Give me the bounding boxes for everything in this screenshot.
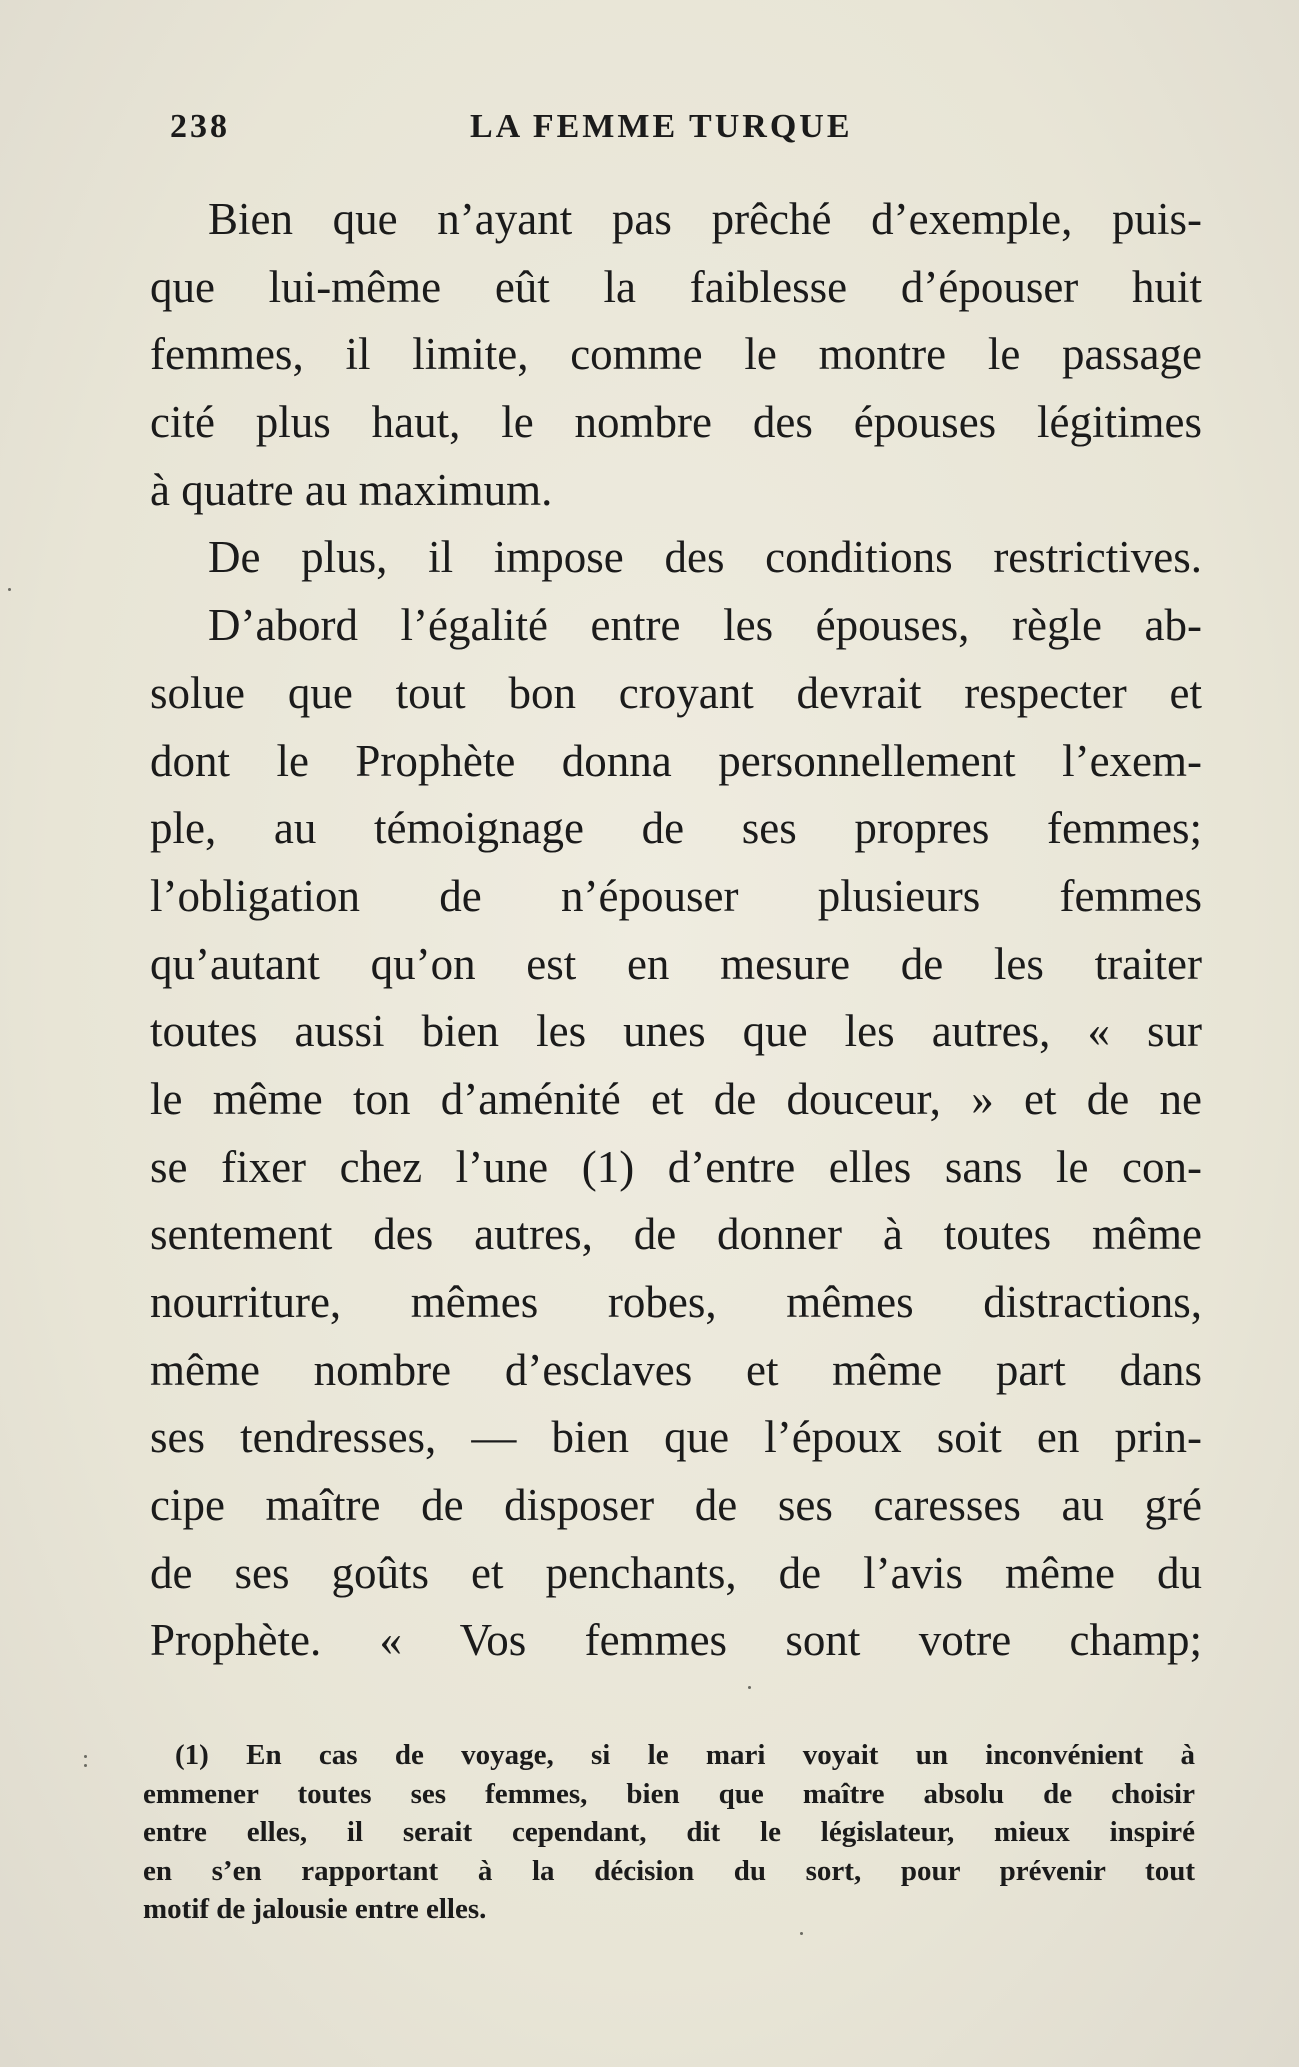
text-line: cité plus haut, le nombre des épouses légitimes bbox=[150, 397, 1202, 448]
text-line: de ses goûts et penchants, de l’avis même du bbox=[150, 1547, 1202, 1598]
footnote-line: en s’en rapportant à la décision du sort, pour prévenir tout bbox=[143, 1854, 1195, 1887]
page-number: 238 bbox=[170, 108, 230, 145]
text-line: De plus, il impose des conditions restrictives. bbox=[208, 532, 1202, 583]
text-line: solue que tout bon croyant devrait respecter et bbox=[150, 667, 1202, 718]
text-line: ses tendresses, — bien que l’époux soit en prin- bbox=[150, 1412, 1202, 1463]
text-line: nourriture, mêmes robes, mêmes distractions, bbox=[150, 1277, 1202, 1327]
running-title: LA FEMME TURQUE bbox=[470, 108, 853, 145]
footnote-line: motif de jalousie entre elles. bbox=[143, 1893, 487, 1925]
text-line: le même ton d’aménité et de douceur, » et de ne bbox=[150, 1073, 1202, 1124]
text-line: même nombre d’esclaves et même part dans bbox=[150, 1344, 1202, 1395]
text-line: à quatre au maximum. bbox=[150, 464, 553, 515]
running-head bbox=[170, 108, 910, 154]
text-line: qu’autant qu’on est en mesure de les traiter bbox=[150, 938, 1202, 989]
text-line: sentement des autres, de donner à toutes même bbox=[150, 1209, 1202, 1260]
text-line: que lui-même eût la faiblesse d’épouser huit bbox=[150, 261, 1202, 312]
footnote-line: (1) En cas de voyage, si le mari voyait un inconvénient à bbox=[175, 1739, 1195, 1771]
text-line: Bien que n’ayant pas prêché d’exemple, puis- bbox=[208, 194, 1202, 244]
body-text bbox=[150, 186, 1202, 1675]
text-line: cipe maître de disposer de ses caresses au gré bbox=[150, 1480, 1202, 1531]
footnote-line: entre elles, il serait cependant, dit le législateur, mieux inspiré bbox=[143, 1816, 1195, 1848]
text-line: D’abord l’égalité entre les épouses, règle ab- bbox=[208, 600, 1202, 651]
text-line: dont le Prophète donna personnellement l’exem- bbox=[150, 735, 1202, 786]
footnote bbox=[143, 1736, 1195, 1929]
text-line: l’obligation de n’épouser plusieurs femmes bbox=[150, 870, 1202, 921]
paper-speck bbox=[84, 1755, 87, 1758]
text-line: ple, au témoignage de ses propres femmes; bbox=[150, 803, 1202, 854]
text-line: Prophète. « Vos femmes sont votre champ; bbox=[150, 1615, 1202, 1666]
paper-speck bbox=[84, 1764, 87, 1767]
text-line: toutes aussi bien les unes que les autres, « sur bbox=[150, 1006, 1202, 1057]
paper-speck bbox=[800, 1932, 803, 1935]
text-line: se fixer chez l’une (1) d’entre elles sans le con- bbox=[150, 1141, 1202, 1192]
footnote-line: emmener toutes ses femmes, bien que maître absolu de choisir bbox=[143, 1777, 1195, 1810]
text-line: femmes, il limite, comme le montre le passage bbox=[150, 329, 1202, 380]
paper-speck bbox=[8, 588, 11, 591]
paper-speck bbox=[748, 1686, 751, 1689]
